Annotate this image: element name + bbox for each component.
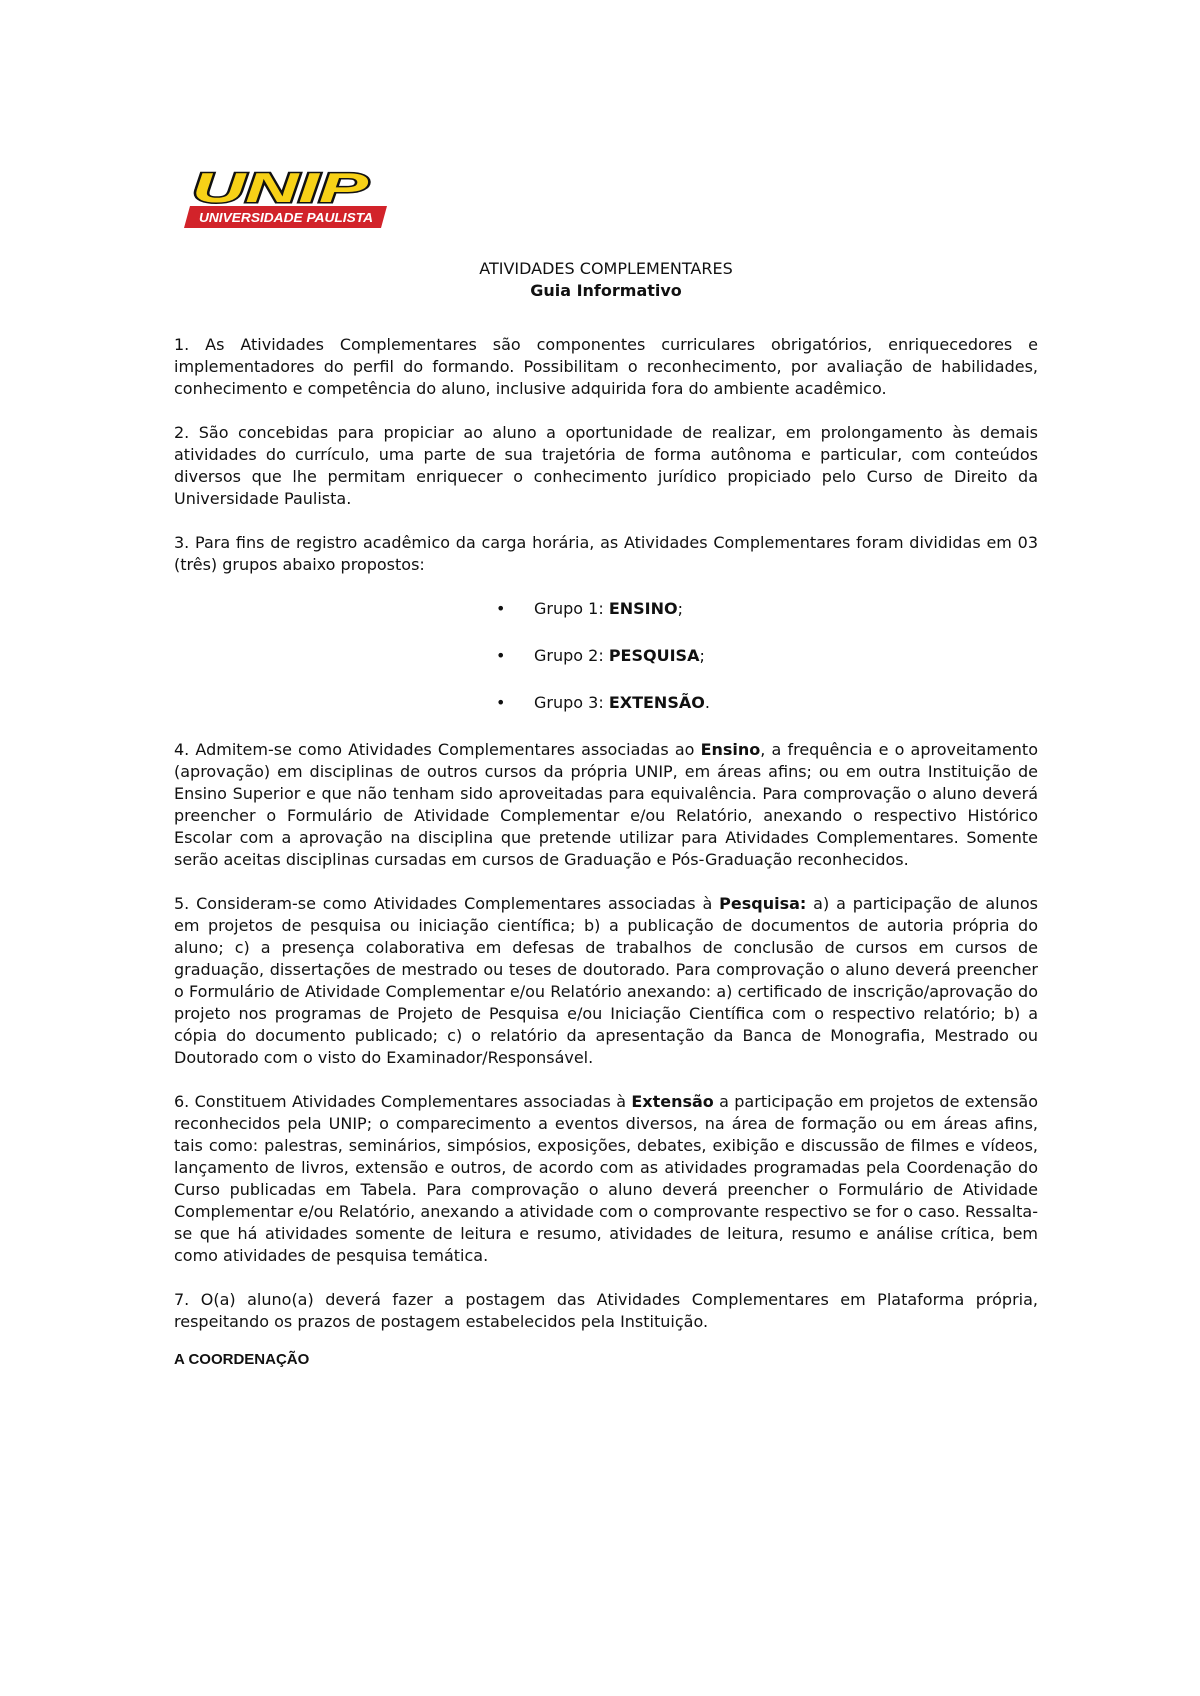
group-item-ensino [174, 598, 1038, 620]
document-title: ATIVIDADES COMPLEMENTARES [479, 259, 733, 278]
keyword-extensao: Extensão [631, 1092, 714, 1111]
paragraph-1: 1. As Atividades Complementares são componentes curriculares obrigatórios, enriquecedores e implementadores do perfil do formando. Possibilitam o reconhecimento, por avaliação de habilidades, conhecimento e competência do aluno, inclusive adquirida fora do ambiente acadêmico. [174, 335, 1038, 398]
group-end: ; [677, 599, 683, 618]
group-name: EXTENSÃO [608, 693, 705, 712]
logo-wordmark: UNIP [192, 166, 370, 211]
group-item-extensao [174, 692, 1038, 714]
group-end: . [704, 693, 710, 712]
group-label: Grupo 2: [534, 646, 609, 665]
group-label: Grupo 3: [534, 693, 609, 712]
paragraph-3: 3. Para fins de registro acadêmico da carga horária, as Atividades Complementares foram divididas em 03 (três) grupos abaixo propostos: [174, 533, 1038, 574]
paragraph-5-text-cont: a) a participação de alunos em projetos de pesquisa ou iniciação científica; b) a publicação de documentos de autoria própria do aluno; c) a presença colaborativa em defesas de trabalhos de conclusão de cursos em cursos de graduação, dissertações de mestrado ou teses de doutorado. Para comprovação o aluno deverá preencher o Formulário de Atividade Complementar e/ou Relatório anexando: a) certificado de inscrição/aprovação do projeto nos programas de Projeto de Pesquisa e/ou Iniciação Científica com o respectivo relatório; b) a cópia do documento publicado; c) o relatório da apresentação da Banca de Monografia, Mestrado ou Doutorado com o visto do Examinador/Responsável. [174, 894, 1039, 1067]
group-end: ; [699, 646, 705, 665]
paragraph-5 [174, 893, 1038, 1069]
document-header [174, 258, 1038, 302]
document-body [174, 258, 1038, 1371]
group-name: PESQUISA [608, 646, 700, 665]
paragraph-6-text: 6. Constituem Atividades Complementares associadas à [174, 1092, 632, 1111]
logo-tagline: UNIVERSIDADE PAULISTA [199, 210, 373, 225]
paragraph-5-text: 5. Consideram-se como Atividades Complementares associadas à [174, 894, 720, 913]
groups-list [174, 598, 1038, 714]
document-subtitle: Guia Informativo [530, 281, 682, 300]
group-item-pesquisa [174, 645, 1038, 667]
paragraph-7: 7. O(a) aluno(a) deverá fazer a postagem das Atividades Complementares em Plataforma própria, respeitando os prazos de postagem estabelecidos pela Instituição. [174, 1290, 1038, 1331]
paragraph-6-text-cont: a participação em projetos de extensão reconhecidos pela UNIP; o comparecimento a eventos diversos, na área de formação ou em áreas afins, tais como: palestras, seminários, simpósios, exposições, debates, exibição e discussão de filmes e vídeos, lançamento de livros, extensão e outros, de acordo com as atividades programadas pela Coordenação do Curso publicadas em Tabela. Para comprovação o aluno deverá preencher o Formulário de Atividade Complementar e/ou Relatório, anexando a atividade com o comprovante respectivo se for o caso. Ressalta-se que há atividades somente de leitura e resumo, atividades de leitura, resumo e análise crítica, bem como atividades de pesquisa temática. [174, 1092, 1038, 1265]
paragraph-2: 2. São concebidas para propiciar ao aluno a oportunidade de realizar, em prolongamento às demais atividades do currículo, uma parte de sua trajetória de forma autônoma e particular, com conteúdos diversos que lhe permitam enriquecer o conhecimento jurídico propiciado pelo Curso de Direito da Universidade Paulista. [174, 423, 1038, 508]
bullet-icon: • [496, 693, 506, 712]
paragraph-4-text: 4. Admitem-se como Atividades Complementares associadas ao [174, 740, 701, 759]
bullet-icon: • [496, 646, 506, 665]
paragraph-6 [174, 1091, 1038, 1267]
keyword-pesquisa: Pesquisa: [719, 894, 807, 913]
keyword-ensino: Ensino [700, 740, 761, 759]
unip-logo [176, 166, 390, 232]
paragraph-4 [174, 739, 1038, 871]
group-label: Grupo 1: [534, 599, 609, 618]
bullet-icon: • [496, 599, 506, 618]
group-name: ENSINO [608, 599, 678, 618]
closing-signature: A COORDENAÇÃO [174, 1351, 310, 1368]
paragraph-4-text-cont: , a frequência e o aproveitamento (aprovação) em disciplinas de outros cursos da própria UNIP, em áreas afins; ou em outra Instituição de Ensino Superior e que não tenham sido aproveitadas para equivalência. Para comprovação o aluno deverá preencher o Formulário de Atividade Complementar e/ou Relatório, anexando o respectivo Histórico Escolar com a aprovação na disciplina que pretende utilizar para Atividades Complementares. Somente serão aceitas disciplinas cursadas em cursos de Graduação e Pós-Graduação reconhecidos. [174, 740, 1038, 869]
